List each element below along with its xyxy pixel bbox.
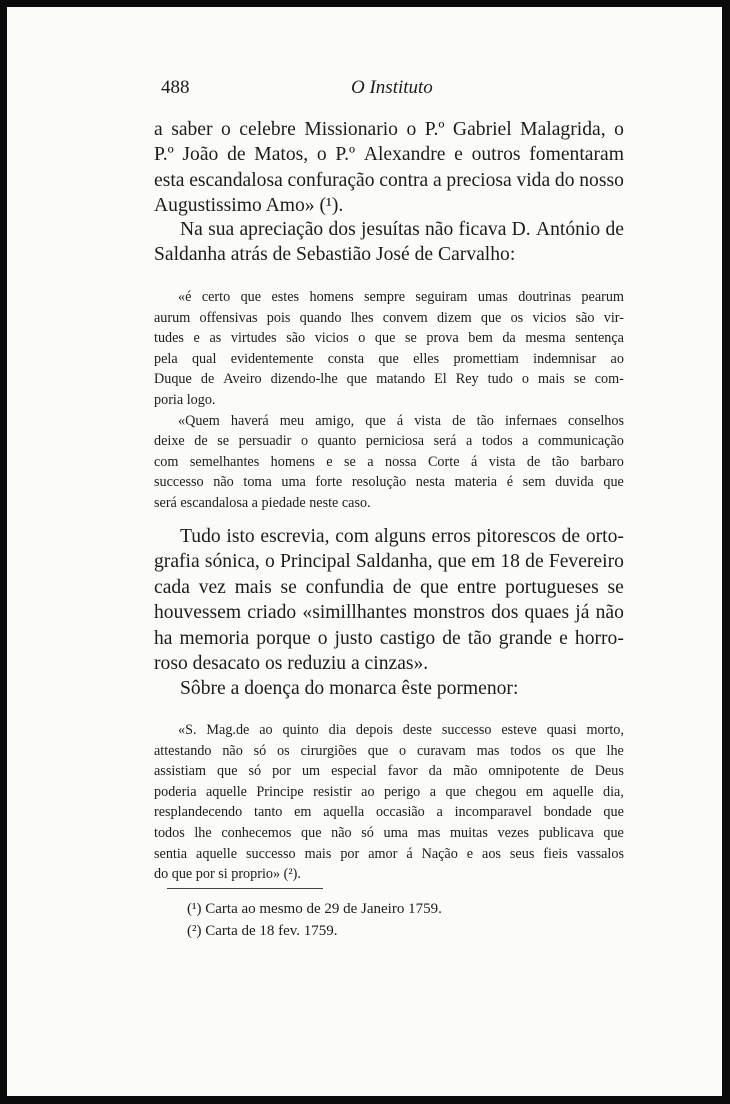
text-line: todos lhe conhecemos que não só uma mas muitas vezes publicava que bbox=[154, 824, 624, 841]
text-line: «S. Mag.de ao quinto dia depois deste successo esteve quasi morto, bbox=[178, 722, 624, 738]
text-line: successo não toma uma forte resolução nesta materia é sem duvida que bbox=[154, 474, 624, 491]
text-line: grafia sónica, o Principal Saldanha, que em 18 de Fevereiro bbox=[154, 551, 624, 573]
text-line: a saber o celebre Missionario o P.º Gabriel Malagrida, o bbox=[154, 119, 624, 140]
paragraph-1 bbox=[154, 117, 624, 219]
text-line: houvessem criado «simillhantes monstros dos quaes já não bbox=[154, 602, 624, 624]
text-line: será escandalosa a piedade neste caso. bbox=[154, 494, 371, 511]
text-line: poria logo. bbox=[154, 391, 216, 408]
paragraph-3 bbox=[154, 524, 624, 702]
text-line: roso desacato os reduziu a cinzas». bbox=[154, 653, 429, 675]
book-page bbox=[7, 7, 722, 1096]
quote-1 bbox=[154, 287, 624, 514]
text-line: Tudo isto escrevia, com alguns erros pitorescos de orto- bbox=[180, 526, 624, 547]
text-line: Augustissimo Amo» (¹). bbox=[154, 195, 344, 217]
text-line: cada vez mais se confundia de que entre portugueses se bbox=[154, 576, 624, 598]
text-line: do que por si proprio» (²). bbox=[154, 866, 301, 883]
page-number: 488 bbox=[161, 77, 190, 98]
text-line: assistiam que só por um especial favor da mão omnipotente de Deus bbox=[154, 763, 624, 780]
text-line: Saldanha atrás de Sebastião José de Carvalho: bbox=[154, 244, 516, 266]
text-line: sentia aquelle successo mais por amor á Nação e aos seus fieis vassalos bbox=[154, 845, 624, 862]
text-line: tudes e as virtudes são vicios o que se prova bem da mesma sentença bbox=[154, 330, 624, 347]
footnote-1: (¹) Carta ao mesmo de 29 de Janeiro 1759. bbox=[187, 901, 442, 917]
text-line: pela qual evidentemente consta que elles promettiam indemnisar ao bbox=[154, 350, 624, 367]
running-title: O Instituto bbox=[351, 77, 433, 98]
quote-2 bbox=[154, 720, 624, 885]
paragraph-2 bbox=[154, 217, 624, 268]
text-line: Sôbre a doença do monarca êste pormenor: bbox=[180, 678, 519, 700]
footnote-rule bbox=[167, 888, 323, 889]
footnote-2: (²) Carta de 18 fev. 1759. bbox=[187, 923, 338, 939]
text-line: «é certo que estes homens sempre seguiram umas doutrinas pearum bbox=[178, 289, 624, 305]
text-line: com semelhantes homens e se a nossa Corte á vista de tão barbaro bbox=[154, 453, 624, 470]
text-line: Na sua apreciação dos jesuítas não ficava D. António de bbox=[180, 219, 624, 240]
text-line: «Quem haverá meu amigo, que á vista de tão infernaes conselhos bbox=[178, 412, 624, 429]
text-line: P.º João de Matos, o P.º Alexandre e outros fomentaram bbox=[154, 144, 624, 166]
text-line: ha memoria porque o justo castigo de tão grande e horro- bbox=[154, 627, 624, 649]
page-header bbox=[161, 77, 621, 103]
footnotes bbox=[187, 898, 442, 942]
text-line: esta escandalosa confuração contra a preciosa vida do nosso bbox=[154, 169, 624, 191]
text-line: attestando não só os cirurgiões que o curavam mas todos os que lhe bbox=[154, 742, 624, 759]
text-line: aurum offensivas pois quando lhes convem dizem que os vicios são vir- bbox=[154, 309, 624, 326]
text-line: Duque de Aveiro dizendo-lhe que matando El Rey tudo o mais se com- bbox=[154, 371, 624, 388]
text-line: resplandecendo tanto em aquella occasião a incomparavel bondade que bbox=[154, 804, 624, 821]
text-line: poderia aquelle Principe resistir ao perigo a que chegou em aquelle dia, bbox=[154, 783, 624, 800]
text-line: deixe de se persuadir o quanto perniciosa será a todos a communicação bbox=[154, 433, 624, 450]
